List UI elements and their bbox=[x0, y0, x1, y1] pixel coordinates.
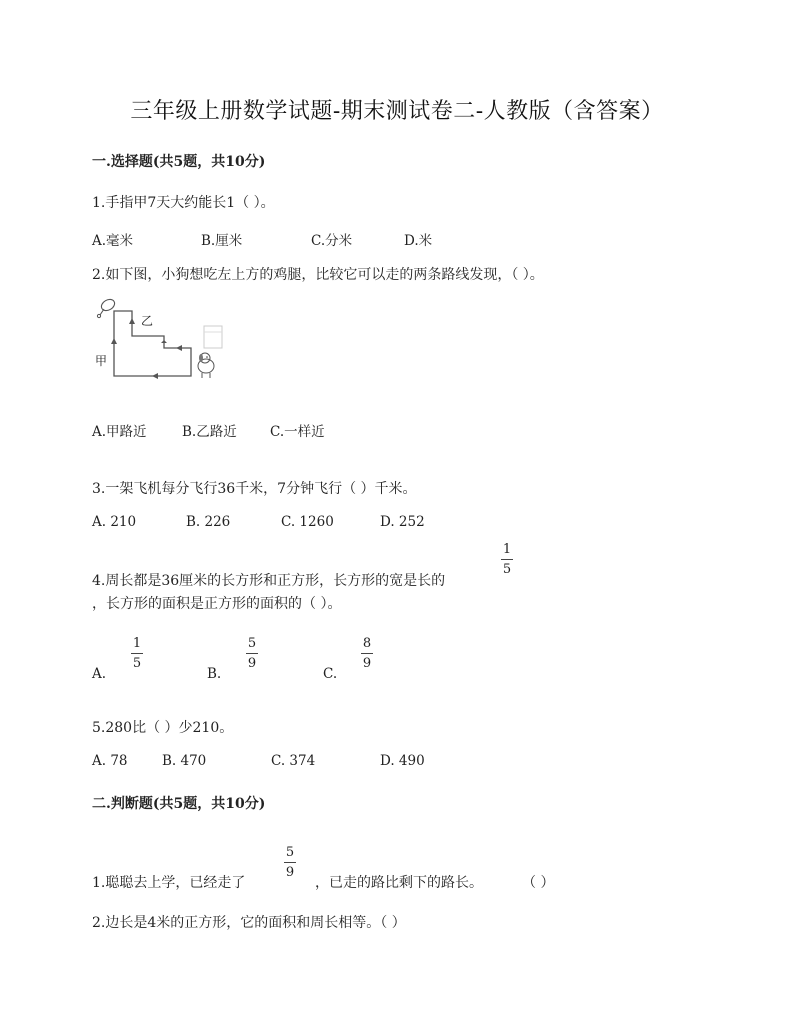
judgement-1-fraction bbox=[283, 845, 297, 880]
q4-option-b[interactable] bbox=[207, 634, 267, 682]
judgement-1-answer-paren[interactable]: （ ） bbox=[522, 875, 555, 891]
fraction-denominator: 9 bbox=[362, 656, 372, 671]
fraction-bar bbox=[361, 653, 373, 654]
q4-option-a-fraction bbox=[130, 636, 144, 671]
section-heading-judgement: 二.判断题(共5题，共10分) bbox=[92, 796, 266, 812]
question-4-inline-fraction bbox=[500, 542, 514, 577]
q1-option-c[interactable]: C.分米 bbox=[311, 233, 353, 249]
q2-option-b[interactable]: B.乙路近 bbox=[182, 424, 237, 440]
q3-option-d[interactable]: D. 252 bbox=[380, 514, 425, 530]
route-figure bbox=[92, 296, 232, 382]
fraction-bar bbox=[501, 559, 513, 560]
judgement-1-text-after: ，已走的路比剩下的路长。 bbox=[315, 875, 483, 891]
q5-option-a[interactable]: A. 78 bbox=[92, 753, 128, 769]
question-2-text: 2.如下图，小狗想吃左上方的鸡腿，比较它可以走的两条路线发现，（ ）。 bbox=[92, 267, 544, 283]
q4-option-c-fraction bbox=[360, 636, 374, 671]
q4-option-b-label: B. bbox=[207, 666, 222, 682]
q5-option-d[interactable]: D. 490 bbox=[380, 753, 425, 769]
dog-icon bbox=[198, 353, 214, 378]
fraction-bar bbox=[246, 653, 258, 654]
route-label-yi: 乙 bbox=[141, 314, 154, 328]
question-3-text: 3.一架飞机每分飞行36千米，7分钟飞行（ ）千米。 bbox=[92, 481, 417, 497]
fraction-denominator: 5 bbox=[132, 656, 142, 671]
fraction-denominator: 5 bbox=[502, 562, 512, 577]
q1-option-b[interactable]: B.厘米 bbox=[201, 233, 243, 249]
section-heading-choice: 一.选择题(共5题，共10分) bbox=[92, 154, 266, 170]
route-diagram bbox=[92, 296, 232, 382]
route-label-jia: 甲 bbox=[95, 354, 108, 368]
fraction-denominator: 9 bbox=[247, 656, 257, 671]
judgement-1-text-before: 1.聪聪去上学，已经走了 bbox=[92, 875, 246, 891]
q4-option-a-label: A. bbox=[92, 666, 107, 682]
q4-option-a[interactable] bbox=[92, 634, 152, 682]
q1-option-d[interactable]: D.米 bbox=[404, 233, 433, 249]
q5-option-c[interactable]: C. 374 bbox=[271, 753, 316, 769]
fraction-numerator: 1 bbox=[132, 636, 142, 651]
q3-option-a[interactable]: A. 210 bbox=[92, 514, 137, 530]
question-4-text-line2: ，长方形的面积是正方形的面积的（ ）。 bbox=[92, 596, 342, 612]
q2-option-a[interactable]: A.甲路近 bbox=[92, 424, 147, 440]
fraction-numerator: 1 bbox=[502, 542, 512, 557]
q5-option-b[interactable]: B. 470 bbox=[162, 753, 207, 769]
q1-option-a[interactable]: A.毫米 bbox=[92, 233, 134, 249]
q2-option-c[interactable]: C.一样近 bbox=[270, 424, 325, 440]
fraction-bar bbox=[284, 862, 296, 863]
judgement-2-text: 2.边长是4米的正方形，它的面积和周长相等。（ ） bbox=[92, 915, 406, 931]
fraction-denominator: 9 bbox=[285, 865, 295, 880]
q4-option-b-fraction bbox=[245, 636, 259, 671]
q3-option-c[interactable]: C. 1260 bbox=[281, 514, 334, 530]
page-title: 三年级上册数学试题-期末测试卷二-人教版（含答案） bbox=[130, 99, 664, 124]
q4-option-c-label: C. bbox=[323, 666, 338, 682]
fraction-bar bbox=[131, 653, 143, 654]
question-5-text: 5.280比（ ）少210。 bbox=[92, 720, 234, 736]
fraction-numerator: 5 bbox=[247, 636, 257, 651]
q4-option-c[interactable] bbox=[323, 634, 383, 682]
question-1-text: 1.手指甲7天大约能长1（ ）。 bbox=[92, 195, 275, 211]
q3-option-b[interactable]: B. 226 bbox=[186, 514, 231, 530]
fraction-numerator: 8 bbox=[362, 636, 372, 651]
fraction-numerator: 5 bbox=[285, 845, 295, 860]
question-4-text-line1: 4.周长都是36厘米的长方形和正方形，长方形的宽是长的 bbox=[92, 573, 446, 589]
